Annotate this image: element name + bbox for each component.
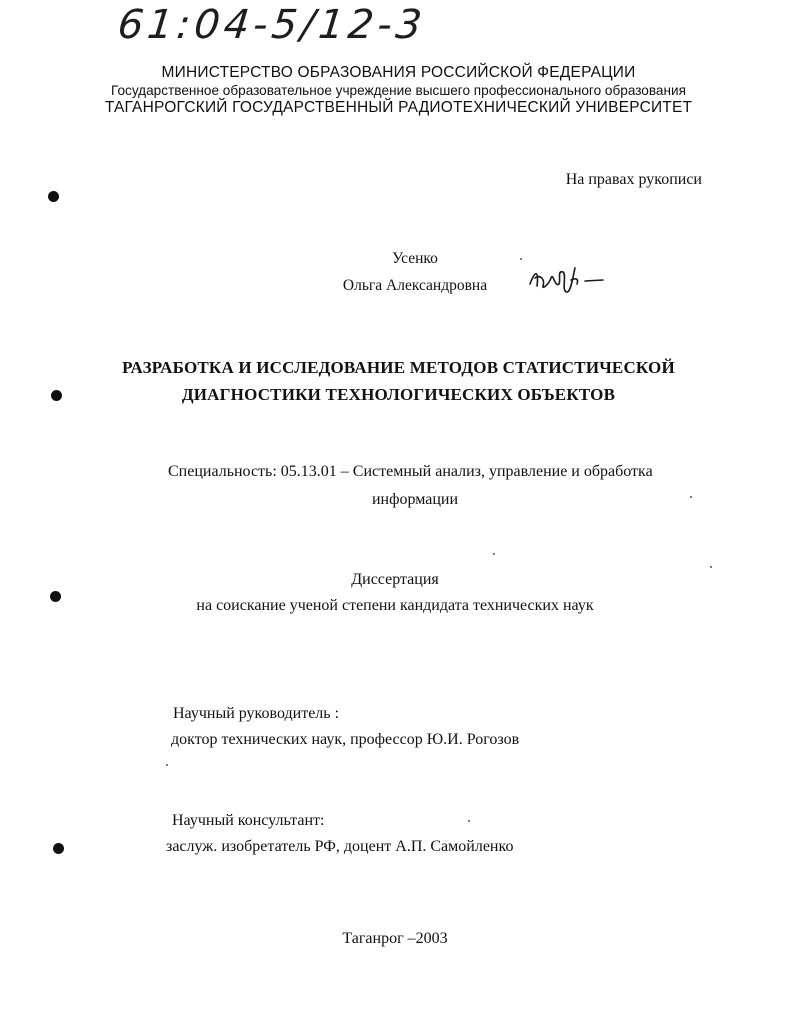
dissertation-label: Диссертация	[351, 571, 439, 588]
consultant-label: Научный консультант:	[172, 812, 325, 829]
dissertation-description: на соискание ученой степени кандидата технических наук	[196, 597, 594, 614]
scan-speck	[710, 566, 712, 568]
consultant-name: заслуж. изобретатель РФ, доцент А.П. Самойленко	[166, 838, 514, 855]
scan-speck	[468, 820, 470, 822]
scan-speck	[520, 258, 522, 260]
scan-speck	[166, 764, 168, 766]
specialty-line-2: информации	[371, 491, 459, 508]
university-heading: ТАГАНРОГСКИЙ ГОСУДАРСТВЕННЫЙ РАДИОТЕХНИЧЕСКИЙ УНИВЕРСИТЕТ	[104, 99, 693, 116]
scan-speck	[493, 553, 495, 555]
scan-speck	[690, 496, 692, 498]
specialty-line-1: Специальность: 05.13.01 – Системный анализ, управление и обработка	[168, 463, 653, 480]
author-signature	[527, 262, 607, 296]
punch-hole-mark	[48, 191, 59, 202]
author-surname: Усенко	[392, 250, 438, 267]
manuscript-note: На правах рукописи	[565, 171, 702, 188]
punch-hole-mark	[51, 390, 62, 401]
punch-hole-mark	[53, 843, 64, 854]
supervisor-label: Научный руководитель :	[173, 705, 340, 722]
archive-code: 61:04-5/12-3	[115, 2, 428, 48]
thesis-title-line-2: ДИАГНОСТИКИ ТЕХНОЛОГИЧЕСКИХ ОБЪЕКТОВ	[181, 385, 616, 404]
supervisor-name: доктор технических наук, профессор Ю.И. Рогозов	[171, 731, 520, 748]
ministry-heading: МИНИСТЕРСТВО ОБРАЗОВАНИЯ РОССИЙСКОЙ ФЕДЕРАЦИИ	[161, 64, 636, 81]
place-year: Таганрог –2003	[342, 930, 448, 947]
institution-heading: Государственное образовательное учреждение высшего профессионального образования	[111, 83, 686, 98]
thesis-title	[0, 354, 797, 408]
thesis-title-line-1: РАЗРАБОТКА И ИССЛЕДОВАНИЕ МЕТОДОВ СТАТИСТИЧЕСКОЙ	[122, 358, 675, 377]
punch-hole-mark	[50, 591, 61, 602]
author-given-names: Ольга Александровна	[342, 277, 488, 294]
